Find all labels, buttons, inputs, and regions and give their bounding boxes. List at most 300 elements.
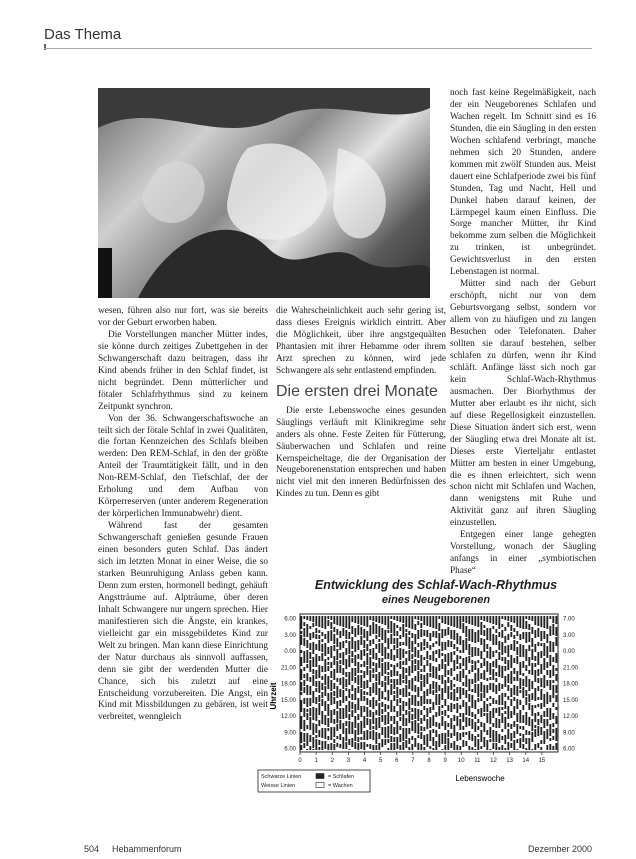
sleep-bar [378,703,380,716]
sleep-bar [363,696,365,701]
sleep-bar [492,634,494,645]
sleep-bar [501,657,503,661]
sleep-bar [471,689,473,692]
sleep-bar [474,722,476,732]
sleep-bar [342,708,344,719]
sleep-bar [426,660,428,666]
sleep-bar [546,745,548,750]
sleep-bar [483,639,485,652]
sleep-bar [507,645,509,657]
sleep-bar [381,709,383,714]
sleep-bar [399,648,401,660]
sleep-bar [369,710,371,717]
sleep-bar [342,677,344,689]
sleep-bar [408,692,410,696]
sleep-bar [411,695,413,705]
sleep-bar [339,642,341,650]
sleep-bar [534,663,536,667]
sleep-bar [414,659,416,664]
sleep-bar [417,630,419,639]
sleep-bar [411,678,413,691]
sleep-bar [315,724,317,733]
sleep-bar [528,679,530,691]
sleep-bar [300,650,302,653]
sleep-bar [456,655,458,664]
sleep-bar [447,616,449,625]
sleep-bar [438,723,440,729]
sleep-bar [366,707,368,717]
sleep-bar [486,730,488,735]
sleep-bar [336,711,338,723]
sleep-bar [477,660,479,663]
sleep-bar [414,708,416,719]
sleep-bar [543,631,545,639]
sleep-bar [399,642,401,646]
sleep-bar [525,690,527,696]
sleep-bar [309,633,311,640]
sleep-bar [450,680,452,690]
sleep-bar [366,653,368,665]
sleep-bar [402,649,404,658]
sleep-bar [369,649,371,655]
sleep-bar [396,737,398,749]
sleep-bar [465,626,467,637]
sleep-bar [348,632,350,639]
sleep-bar [555,707,557,710]
sleep-bar [519,710,521,723]
sleep-bar [336,629,338,635]
sleep-bar [480,746,482,749]
sleep-bar [477,698,479,702]
sleep-bar [360,689,362,701]
sleep-bar [429,699,431,704]
sleep-bar [303,733,305,742]
sleep-bar [384,616,386,625]
sleep-bar [486,651,488,658]
sleep-bar [372,697,374,709]
sleep-bar [471,734,473,741]
sleep-bar [489,647,491,659]
y-tick-label-right: 3.00 [563,632,575,639]
sleep-bar [372,712,374,724]
sleep-bar [462,623,464,633]
sleep-bar [480,651,482,659]
y-tick-label: 6.00 [284,746,296,753]
sleep-bar [441,733,443,744]
sleep-bar [492,698,494,704]
sleep-bar [456,697,458,701]
sleep-bar [306,616,308,620]
sleep-bar [429,663,431,672]
sleep-bar [372,726,374,729]
sleep-bar [342,641,344,648]
sleep-bar [549,655,551,666]
sleep-bar [399,661,401,669]
sleep-bar [441,705,443,708]
sleep-bar [531,638,533,647]
sleep-bar [531,627,533,634]
sleep-bar [393,706,395,712]
sleep-bar [432,666,434,678]
sleep-bar [471,747,473,750]
sleep-bar [534,713,536,722]
sleep-bar [333,683,335,689]
sleep-bar [486,661,488,672]
sleep-bar [336,743,338,747]
sleep-bar [504,627,506,631]
sleep-bar [522,734,524,742]
sleep-bar [522,687,524,698]
header-tick [44,44,46,50]
sleep-bar [387,616,389,629]
sleep-bar [357,675,359,685]
sleep-bar [405,675,407,684]
sleep-bar [447,686,449,699]
sleep-bar [456,674,458,681]
sleep-bar [336,724,338,731]
sleep-bar [435,631,437,638]
article-column-1 [98,306,268,836]
sleep-bar [525,621,527,629]
sleep-bar [441,659,443,669]
x-tick-label: 6 [395,758,399,764]
paragraph: Während fast der gesamten Schwangerschaft genießen gesunde Frauen einen besonders guten Schlaf. Das ändert sich im letzten Monat in einer Weise, die so starken Beunruhigung Anlass geben kann. Denn zum ersten, hormonell bedingt, gehäuft Angstträume auf. Alpträume, über deren Inhalt Schwangere nur ungern sprechen. Hier manifestieren sich die Ängste, ein krankes, vielleicht gar ein missgebildetes Kind zur Welt zu bringen. Man kann diese Einrichtung der Natur durchaus als sinnvoll auffassen, denn sie gibt der werdenden Mutter die Chance, sich bis zuletzt auf eine Entscheidung vorzubereiten. Die Angst, ein Kind mit Missbildungen zu gebären, ist weit verbreitet, wenngleich [98,521,268,723]
sleep-bar [351,722,353,734]
sleep-bar [435,616,437,629]
sleep-bar [555,728,557,741]
sleep-bar [423,616,425,625]
sleep-bar [369,625,371,636]
sleep-bar [552,642,554,652]
sleep-bar [546,646,548,658]
sleep-bar [417,701,419,706]
sleep-bar [423,691,425,704]
sleep-bar [420,744,422,750]
sleep-bar [438,706,440,716]
sleep-bar [351,685,353,691]
sleep-bar [333,656,335,665]
sleep-bar [411,641,413,652]
sleep-bar [375,653,377,660]
sleep-bar [540,740,542,744]
sleep-bar [546,670,548,675]
sleep-bar [309,698,311,706]
sleep-bar [345,679,347,687]
sleep-bar [375,745,377,750]
sleep-bar [345,688,347,691]
sleep-bar [366,730,368,740]
sleep-bar [495,650,497,653]
sleep-bar [381,663,383,676]
sleep-bar [435,682,437,693]
sleep-bar [486,713,488,723]
sleep-bar [345,616,347,628]
sleep-bar [471,647,473,657]
sleep-bar [351,694,353,700]
sleep-bar [318,681,320,693]
sleep-bar [384,682,386,692]
sleep-bar [348,641,350,654]
sleep-bar [333,669,335,680]
sleep-bar [402,642,404,645]
sleep-bar [402,624,404,637]
sleep-bar [315,670,317,679]
sleep-bar [528,624,530,630]
sleep-bar [318,635,320,639]
sleep-bar [423,675,425,687]
sleep-bar [531,732,533,742]
sleep-bar [432,729,434,733]
sleep-bar [426,689,428,696]
x-tick-label: 3 [346,758,351,764]
sleep-bar [522,616,524,629]
sleep-bar [363,671,365,678]
sleep-bar [537,628,539,637]
sleep-bar [501,684,503,689]
sleep-bar [465,732,467,735]
sleep-bar [417,621,419,625]
sleep-bar [354,677,356,683]
sleep-bar [507,742,509,750]
sleep-bar [420,732,422,739]
sleep-bar [459,663,461,669]
sleep-bar [360,627,362,635]
sleep-bar [315,644,317,650]
sleep-bar [501,642,503,655]
sleep-bar [330,671,332,678]
sleep-bar [399,689,401,695]
sleep-bar [327,647,329,654]
sleep-bar [411,721,413,731]
sleep-bar [495,616,497,625]
sleep-bar [306,733,308,746]
sleep-bar [555,616,557,624]
sleep-bar [357,686,359,693]
sleep-bar [414,738,416,747]
sleep-bar [306,673,308,681]
sleep-bar [318,740,320,745]
sleep-bar [411,736,413,740]
sleep-bar [453,677,455,680]
sleep-bar [306,640,308,648]
sleep-bar [501,729,503,732]
sleep-bar [387,748,389,750]
sleep-bar [309,660,311,672]
sleep-bar [465,638,467,650]
sleep-bar [360,721,362,734]
sleep-bar [495,685,497,694]
sleep-bar [462,682,464,686]
sleep-bar [333,709,335,715]
sleep-bar [543,694,545,707]
sleep-bar [456,666,458,669]
sleep-bar [354,628,356,637]
sleep-bar [438,694,440,705]
sleep-bar [330,727,332,740]
sleep-bar [369,616,371,620]
sleep-bar [315,735,317,738]
sleep-bar [546,729,548,739]
sleep-bar [363,649,365,656]
sleep-bar [534,670,536,682]
sleep-bar [456,647,458,651]
sleep-bar [489,696,491,699]
sleep-bar [351,637,353,649]
sleep-bar [423,647,425,650]
sleep-bar [402,701,404,711]
sleep-bar [525,730,527,735]
sleep-bar [426,699,428,704]
sleep-bar [372,668,374,673]
sleep-bar [321,616,323,628]
sleep-bar [549,738,551,741]
sleep-bar [447,640,449,647]
sleep-bar [315,697,317,704]
sleep-bar [336,649,338,660]
sleep-bar [537,712,539,716]
sleep-bar [492,626,494,629]
sleep-bar [546,692,548,704]
sleep-bar [330,630,332,641]
legend [258,770,370,792]
sleep-bar [423,727,425,731]
sleep-bar [474,616,476,626]
sleep-bar [327,704,329,716]
sleep-bar [474,749,476,750]
sleep-bar [390,716,392,721]
sleep-bar [426,630,428,637]
sleep-bar [531,681,533,689]
sleep-bar [375,718,377,730]
sleep-bar [411,744,413,750]
sleep-bar [450,718,452,729]
sleep-bar [513,658,515,663]
sleep-bar [423,639,425,646]
sleep-bar [489,628,491,641]
sleep-bar [312,642,314,654]
sleep-bar [369,640,371,646]
sleep-bar [300,682,302,691]
sleep-bar [363,616,365,626]
sleep-bar [444,680,446,693]
sleep-bar [387,705,389,709]
sleep-bar [549,708,551,720]
sleep-bar [363,731,365,740]
sleep-bar [459,671,461,682]
sleep-bar [351,702,353,709]
sleep-bar [420,642,422,651]
sleep-bar [489,749,491,750]
sleep-bar [351,668,353,681]
sleep-bar [333,727,335,737]
sleep-bar [459,733,461,740]
sleep-bar [339,678,341,685]
sleep-bar [522,679,524,686]
sleep-bar [525,712,527,725]
sleep-bar [360,650,362,660]
sleep-bar [354,716,356,728]
sleep-bar [312,669,314,674]
sleep-bar [501,666,503,678]
sleep-bar [402,616,404,623]
sleep-bar [465,657,467,670]
subheading: Die ersten drei Monate [276,382,438,400]
sleep-bar [525,665,527,671]
sleep-bar [429,633,431,641]
sleep-bar [408,711,410,723]
sleep-bar [318,640,320,651]
sleep-bar [417,709,419,721]
sleep-bar [435,741,437,750]
sleep-bar [537,704,539,707]
sleep-bar [366,744,368,747]
sleep-bar [429,717,431,728]
sleep-bar [408,637,410,649]
sleep-bar [507,706,509,719]
sleep-bar [426,708,428,717]
sleep-bar [531,649,533,660]
sleep-bar [348,714,350,720]
sleep-bar [327,616,329,619]
sleep-bar [516,749,518,750]
sleep-bar [477,648,479,656]
sleep-bar [537,686,539,691]
sleep-bar [480,708,482,717]
sleep-bar [552,703,554,707]
sleep-bar [531,705,533,716]
sleep-bar [432,631,434,637]
sleep-bar [459,636,461,645]
sleep-bar [441,711,443,715]
sleep-bar [420,669,422,672]
sleep-bar [345,742,347,749]
sleep-bar [537,743,539,748]
sleep-bar [324,701,326,711]
sleep-bar [390,634,392,644]
sleep-bar [390,743,392,750]
sleep-bar [384,676,386,681]
sleep-bar [402,714,404,726]
sleep-bar [348,721,350,734]
sleep-bar [519,678,521,689]
sleep-bar [462,713,464,722]
sleep-bar [408,738,410,744]
sleep-bar [420,696,422,706]
sleep-bar [420,623,422,628]
sleep-bar [444,745,446,750]
sleep-bar [492,616,494,624]
sleep-bar [360,737,362,740]
sleep-bar [492,723,494,727]
sleep-bar [465,702,467,715]
sleep-bar [333,634,335,644]
sleep-bar [306,749,308,750]
sleep-bar [489,739,491,742]
sleep-bar [483,670,485,680]
sleep-bar [555,743,557,750]
sleep-bar [528,670,530,674]
legend-meaning: = Schlafen [328,774,355,780]
sleep-bar [486,628,488,640]
paragraph: noch fast keine Regelmäßigkeit, nach der ein Neugeborenes Schlafen und Wachen regelt. Im Schnitt sind es 16 Stunden, die ein Säugling in den ersten Wochen schlafend verbringt, manche nehmen sich 20 Stunden, andere kommen mit zwölf Stunden aus. Meist dauert eine Schlafperiode zwei bis fünf Stunden, Tag und Nacht, Hell und Dunkel haben darauf keinen, der Lärmpegel kaum einen Einfluss. Die Sorge mancher Mütter, ihr Kind bekomme zum selben die Möglichkeit zu trinken, ist unbegründet. Gewichtsverlust in den ersten Lebenstagen ist normal. [450,88,596,278]
x-tick-label: 9 [443,758,447,764]
sleep-bar [348,655,350,667]
sleep-bar [480,682,482,692]
sleep-bar [477,726,479,730]
sleep-bar [447,738,449,750]
sleep-bar [501,624,503,627]
sleep-bar [378,688,380,701]
